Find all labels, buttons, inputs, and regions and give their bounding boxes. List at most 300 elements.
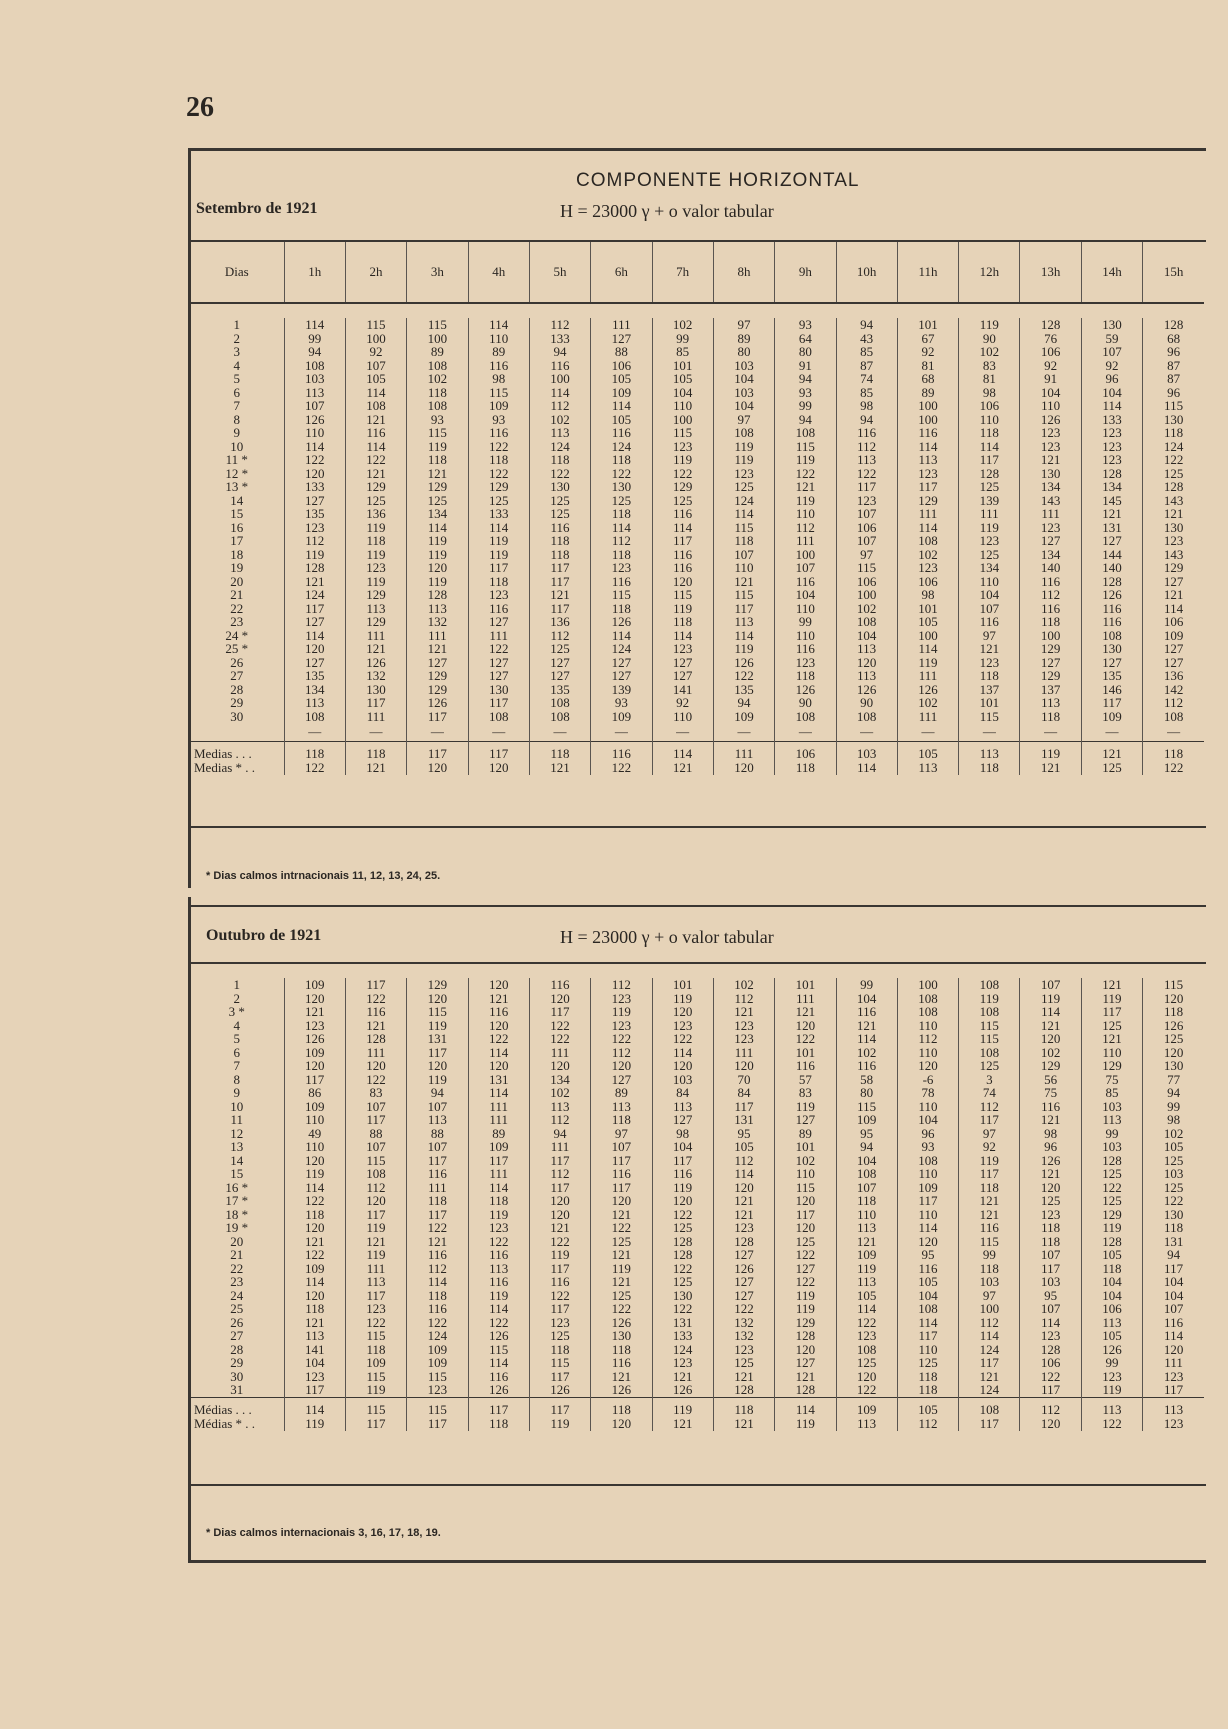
value-cell: 114: [591, 521, 652, 535]
table-row: [190, 1194, 1204, 1208]
value-cell: 87: [1167, 372, 1181, 386]
value-cell: 117: [529, 1262, 590, 1276]
value-cell: 100: [652, 413, 713, 427]
value-cell: 127: [284, 656, 345, 670]
medias-calm-cell: 118: [959, 761, 1020, 775]
value-cell: 89: [775, 1127, 836, 1141]
value-cell: 115: [959, 1235, 1020, 1249]
value-cell: 107: [1020, 1302, 1081, 1316]
value-cell: 108: [284, 710, 345, 724]
day-cell: 14: [190, 494, 284, 508]
value-cell: 121: [713, 1194, 774, 1208]
value-cell: 116: [407, 1248, 468, 1262]
value-cell: 119: [345, 1221, 406, 1235]
value-cell: 126: [284, 1032, 345, 1046]
value-cell: 108: [836, 710, 897, 724]
value-cell: 121: [775, 1370, 836, 1384]
day-cell: 13: [190, 1140, 284, 1154]
medias-cell: 118: [713, 1397, 774, 1417]
value-cell: 98: [1167, 1113, 1181, 1127]
value-cell: 130: [1163, 520, 1184, 534]
september-table: [190, 242, 1204, 775]
value-cell: 127: [468, 669, 529, 683]
value-cell: 130: [468, 683, 529, 697]
value-cell: 126: [591, 1316, 652, 1330]
value-cell: 99: [775, 615, 836, 629]
table-row: [190, 345, 1204, 359]
value-cell: 91: [775, 359, 836, 373]
value-cell: 122: [284, 453, 345, 467]
value-cell: 111: [1020, 507, 1081, 521]
medias-cell: 118: [529, 742, 590, 762]
value-cell: 117: [713, 602, 774, 616]
value-cell: 127: [591, 656, 652, 670]
table-row: [190, 521, 1204, 535]
value-cell: 57: [775, 1073, 836, 1087]
value-cell: 120: [284, 1059, 345, 1073]
value-cell: 106: [1020, 345, 1081, 359]
value-cell: 115: [345, 1370, 406, 1384]
value-cell: 115: [591, 588, 652, 602]
value-cell: 115: [836, 561, 897, 575]
value-cell: 110: [897, 1343, 958, 1357]
value-cell: 117: [529, 561, 590, 575]
value-cell: 122: [345, 1073, 406, 1087]
header-hour: 6h: [591, 242, 652, 303]
medias-calm-cell: 117: [345, 1417, 406, 1431]
value-cell: 107: [1020, 978, 1081, 992]
value-cell: 70: [713, 1073, 774, 1087]
value-cell: 112: [775, 521, 836, 535]
value-cell: 120: [775, 1343, 836, 1357]
value-cell: 88: [591, 345, 652, 359]
value-cell: 120: [652, 1005, 713, 1019]
header-hour: 1h: [284, 242, 345, 303]
value-cell: 114: [836, 1032, 897, 1046]
table-row: [190, 386, 1204, 400]
value-cell: 121: [713, 575, 774, 589]
day-cell: 24 *: [190, 629, 284, 643]
value-cell: 103: [284, 372, 345, 386]
medias-cell: 114: [652, 742, 713, 762]
day-cell: 18: [190, 548, 284, 562]
value-cell: 103: [1163, 1167, 1184, 1181]
value-cell: 128: [1163, 318, 1184, 332]
day-cell: 16 *: [190, 1181, 284, 1195]
value-cell: 121: [284, 1005, 345, 1019]
value-cell: 126: [591, 615, 652, 629]
value-cell: 89: [468, 345, 529, 359]
value-cell: 113: [284, 386, 345, 400]
value-cell: 124: [407, 1329, 468, 1343]
value-cell: 114: [897, 642, 958, 656]
october-title: Outubro de 1921: [206, 927, 322, 944]
value-cell: 123: [1163, 534, 1184, 548]
value-cell: 116: [345, 1005, 406, 1019]
value-cell: 114: [345, 386, 406, 400]
value-cell: 111: [529, 1140, 590, 1154]
october-bottom-rule: [188, 1484, 1206, 1486]
value-cell: 125: [652, 1221, 713, 1235]
value-cell: 128: [1081, 575, 1142, 589]
medias-calm-row: [190, 761, 1204, 775]
table-row: [190, 1073, 1204, 1087]
value-cell: 117: [468, 696, 529, 710]
value-cell: 132: [713, 1329, 774, 1343]
medias-calm-cell: 122: [1081, 1417, 1142, 1431]
value-cell: 121: [959, 1370, 1020, 1384]
value-cell: 121: [591, 1370, 652, 1384]
value-cell: 120: [284, 1289, 345, 1303]
value-cell: 121: [468, 992, 529, 1006]
value-cell: 136: [1163, 669, 1184, 683]
value-cell: 121: [836, 1019, 897, 1033]
day-cell: 2: [190, 992, 284, 1006]
value-cell: 126: [713, 1262, 774, 1276]
medias-calm-cell: 113: [836, 1417, 897, 1431]
value-cell: 113: [284, 696, 345, 710]
value-cell: 121: [284, 1235, 345, 1249]
value-cell: 113: [836, 642, 897, 656]
page-number: 26: [186, 92, 214, 123]
value-cell: 125: [652, 1275, 713, 1289]
value-cell: 120: [591, 1059, 652, 1073]
value-cell: 123: [1020, 521, 1081, 535]
value-cell: 127: [1020, 534, 1081, 548]
value-cell: 119: [345, 1248, 406, 1262]
medias-calm-cell: 125: [1081, 761, 1142, 775]
header-days: Dias: [190, 242, 284, 303]
value-cell: 118: [897, 1370, 958, 1384]
medias-calm-cell: 122: [1163, 761, 1184, 775]
value-cell: 109: [836, 1248, 897, 1262]
value-cell: 98: [897, 588, 958, 602]
value-cell: 115: [407, 1005, 468, 1019]
medias-calm-cell: 121: [529, 761, 590, 775]
value-cell: 125: [1020, 1194, 1081, 1208]
value-cell: 119: [591, 1262, 652, 1276]
value-cell: 116: [897, 426, 958, 440]
value-cell: 101: [775, 1046, 836, 1060]
value-cell: 100: [897, 399, 958, 413]
table-row: [190, 696, 1204, 710]
value-cell: 117: [713, 1100, 774, 1114]
value-cell: 131: [407, 1032, 468, 1046]
value-cell: 129: [468, 480, 529, 494]
day-cell: 16: [190, 521, 284, 535]
value-cell: 102: [959, 345, 1020, 359]
table-row: [190, 1221, 1204, 1235]
value-cell: 108: [897, 1302, 958, 1316]
value-cell: 113: [1081, 1113, 1142, 1127]
value-cell: 105: [591, 413, 652, 427]
value-cell: 116: [1020, 602, 1081, 616]
value-cell: 119: [529, 1248, 590, 1262]
value-cell: 115: [1164, 399, 1184, 413]
day-cell: 23: [190, 1275, 284, 1289]
value-cell: 120: [652, 1194, 713, 1208]
value-cell: 98: [836, 399, 897, 413]
value-cell: 113: [652, 1100, 713, 1114]
value-cell: 124: [591, 440, 652, 454]
value-cell: 117: [468, 1154, 529, 1168]
value-cell: 117: [897, 480, 958, 494]
table-row: [190, 656, 1204, 670]
value-cell: 126: [345, 656, 406, 670]
value-cell: 119: [959, 1154, 1020, 1168]
table-row: [190, 629, 1204, 643]
value-cell: 120: [713, 1181, 774, 1195]
value-cell: 114: [897, 440, 958, 454]
value-cell: 105: [591, 372, 652, 386]
value-cell: 113: [284, 1329, 345, 1343]
value-cell: 117: [1081, 1005, 1142, 1019]
value-cell: 117: [345, 1208, 406, 1222]
value-cell: 124: [652, 1343, 713, 1357]
table-row: [190, 480, 1204, 494]
value-cell: 120: [407, 992, 468, 1006]
value-cell: 64: [775, 332, 836, 346]
value-cell: 107: [345, 1140, 406, 1154]
value-cell: 109: [407, 1343, 468, 1357]
value-cell: 118: [1164, 1005, 1184, 1019]
value-cell: 105: [836, 1289, 897, 1303]
value-cell: 113: [836, 669, 897, 683]
value-cell: 120: [529, 992, 590, 1006]
value-cell: 120: [284, 1221, 345, 1235]
value-cell: 111: [468, 1167, 529, 1181]
medias-calm-label: Medias * . .: [190, 761, 284, 775]
value-cell: 119: [775, 1302, 836, 1316]
value-cell: 115: [836, 1100, 897, 1114]
value-cell: 110: [652, 710, 713, 724]
value-cell: 119: [468, 534, 529, 548]
value-cell: 121: [959, 642, 1020, 656]
value-cell: 128: [1081, 1154, 1142, 1168]
value-cell: 130: [591, 480, 652, 494]
value-cell: 130: [1163, 1059, 1184, 1073]
value-cell: 102: [775, 1154, 836, 1168]
value-cell: 121: [652, 1370, 713, 1384]
value-cell: 117: [345, 1289, 406, 1303]
value-cell: 128: [652, 1235, 713, 1249]
medias-label: Medias . . .: [190, 742, 284, 762]
value-cell: 118: [959, 669, 1020, 683]
value-cell: 125: [407, 494, 468, 508]
value-cell: 115: [468, 1343, 529, 1357]
value-cell: 87: [836, 359, 897, 373]
value-cell: 133: [284, 480, 345, 494]
value-cell: 114: [1081, 399, 1142, 413]
value-cell: 126: [1081, 588, 1142, 602]
value-cell: 114: [468, 1046, 529, 1060]
value-cell: 114: [652, 1046, 713, 1060]
value-cell: 119: [468, 548, 529, 562]
header-hour: 14h: [1081, 242, 1142, 303]
value-cell: 122: [652, 1032, 713, 1046]
dash-cell: —: [468, 723, 529, 742]
value-cell: 129: [407, 978, 468, 992]
value-cell: 117: [775, 1208, 836, 1222]
value-cell: 117: [959, 453, 1020, 467]
value-cell: 121: [591, 1275, 652, 1289]
medias-calm-cell: 121: [345, 761, 406, 775]
value-cell: 118: [1020, 1221, 1081, 1235]
medias-cell: 117: [407, 742, 468, 762]
value-cell: 103: [713, 386, 774, 400]
day-cell: 20: [190, 1235, 284, 1249]
table-row: [190, 1235, 1204, 1249]
value-cell: 123: [836, 494, 897, 508]
value-cell: 110: [713, 561, 774, 575]
value-cell: 104: [652, 386, 713, 400]
value-cell: 104: [775, 588, 836, 602]
value-cell: 107: [1081, 345, 1142, 359]
value-cell: 98: [959, 386, 1020, 400]
day-cell: 9: [190, 426, 284, 440]
value-cell: 96: [1020, 1140, 1081, 1154]
value-cell: 112: [529, 318, 590, 332]
value-cell: 104: [1081, 386, 1142, 400]
value-cell: 123: [959, 656, 1020, 670]
day-cell: 15: [190, 1167, 284, 1181]
day-cell: 24: [190, 1289, 284, 1303]
value-cell: 128: [713, 1235, 774, 1249]
value-cell: 117: [529, 602, 590, 616]
value-cell: 118: [591, 1343, 652, 1357]
value-cell: 111: [1164, 1356, 1183, 1370]
value-cell: 110: [897, 1167, 958, 1181]
value-cell: 68: [897, 372, 958, 386]
value-cell: 122: [775, 467, 836, 481]
value-cell: 119: [652, 602, 713, 616]
value-cell: 127: [775, 1113, 836, 1127]
medias-cell: 111: [713, 742, 774, 762]
dash-cell: —: [713, 723, 774, 742]
value-cell: 128: [1081, 1235, 1142, 1249]
table-row: [190, 372, 1204, 386]
value-cell: 116: [836, 1059, 897, 1073]
value-cell: 131: [1081, 521, 1142, 535]
value-cell: 104: [652, 1140, 713, 1154]
value-cell: 120: [1163, 991, 1184, 1005]
value-cell: 123: [407, 1383, 468, 1397]
value-cell: 127: [529, 669, 590, 683]
value-cell: 118: [959, 1262, 1020, 1276]
day-cell: 18 *: [190, 1208, 284, 1222]
header-hour: 7h: [652, 242, 713, 303]
value-cell: 128: [1163, 480, 1184, 494]
value-cell: 113: [529, 1100, 590, 1114]
table-row: [190, 575, 1204, 589]
september-title: Setembro de 1921: [196, 200, 318, 217]
value-cell: 112: [1164, 696, 1184, 710]
value-cell: 122: [1163, 453, 1184, 467]
medias-calm-cell: 113: [897, 761, 958, 775]
value-cell: 119: [345, 521, 406, 535]
value-cell: 119: [836, 1262, 897, 1276]
value-cell: 120: [713, 1059, 774, 1073]
value-cell: 116: [652, 561, 713, 575]
value-cell: 120: [836, 1370, 897, 1384]
value-cell: 117: [529, 1154, 590, 1168]
value-cell: 114: [897, 1316, 958, 1330]
value-cell: 125: [529, 494, 590, 508]
value-cell: 121: [959, 1194, 1020, 1208]
value-cell: 119: [652, 992, 713, 1006]
value-cell: 122: [591, 1221, 652, 1235]
value-cell: 118: [529, 534, 590, 548]
value-cell: 119: [713, 642, 774, 656]
value-cell: 119: [897, 656, 958, 670]
value-cell: 107: [591, 1140, 652, 1154]
value-cell: 120: [897, 1059, 958, 1073]
value-cell: 137: [959, 683, 1020, 697]
value-cell: 107: [345, 359, 406, 373]
value-cell: 123: [775, 656, 836, 670]
value-cell: 128: [407, 588, 468, 602]
value-cell: 133: [652, 1329, 713, 1343]
value-cell: 106: [1081, 1302, 1142, 1316]
value-cell: 118: [652, 615, 713, 629]
value-cell: 141: [284, 1343, 345, 1357]
table-row: [190, 1032, 1204, 1046]
value-cell: 116: [407, 1302, 468, 1316]
table-row: [190, 1181, 1204, 1195]
day-cell: 26: [190, 656, 284, 670]
value-cell: 43: [836, 332, 897, 346]
value-cell: 126: [1081, 1343, 1142, 1357]
value-cell: 104: [836, 629, 897, 643]
value-cell: 111: [407, 1181, 468, 1195]
table-row: [190, 1329, 1204, 1343]
value-cell: 118: [836, 1194, 897, 1208]
value-cell: 128: [959, 467, 1020, 481]
day-cell: 27: [190, 1329, 284, 1343]
value-cell: 114: [468, 318, 529, 332]
value-cell: 97: [959, 1127, 1020, 1141]
value-cell: 117: [529, 575, 590, 589]
value-cell: 121: [345, 1019, 406, 1033]
value-cell: 121: [836, 1235, 897, 1249]
medias-cell: 117: [529, 1397, 590, 1417]
day-cell: 29: [190, 696, 284, 710]
value-cell: 116: [591, 426, 652, 440]
value-cell: 81: [959, 372, 1020, 386]
value-cell: 128: [284, 561, 345, 575]
value-cell: 89: [468, 1127, 529, 1141]
value-cell: 108: [529, 710, 590, 724]
medias-calm-cell: 112: [897, 1417, 958, 1431]
value-cell: 127: [1020, 656, 1081, 670]
value-cell: 122: [836, 1316, 897, 1330]
table-row: [190, 318, 1204, 332]
value-cell: 115: [713, 521, 774, 535]
value-cell: 117: [897, 1194, 958, 1208]
value-cell: 126: [407, 696, 468, 710]
value-cell: 114: [713, 507, 774, 521]
value-cell: 100: [407, 332, 468, 346]
value-cell: 116: [652, 548, 713, 562]
value-cell: 116: [652, 507, 713, 521]
value-cell: 86: [284, 1086, 345, 1100]
value-cell: 128: [775, 1329, 836, 1343]
value-cell: 125: [529, 507, 590, 521]
table-row: [190, 413, 1204, 427]
table-row: [190, 992, 1204, 1006]
value-cell: 113: [836, 1221, 897, 1235]
dash-cell: —: [529, 723, 590, 742]
